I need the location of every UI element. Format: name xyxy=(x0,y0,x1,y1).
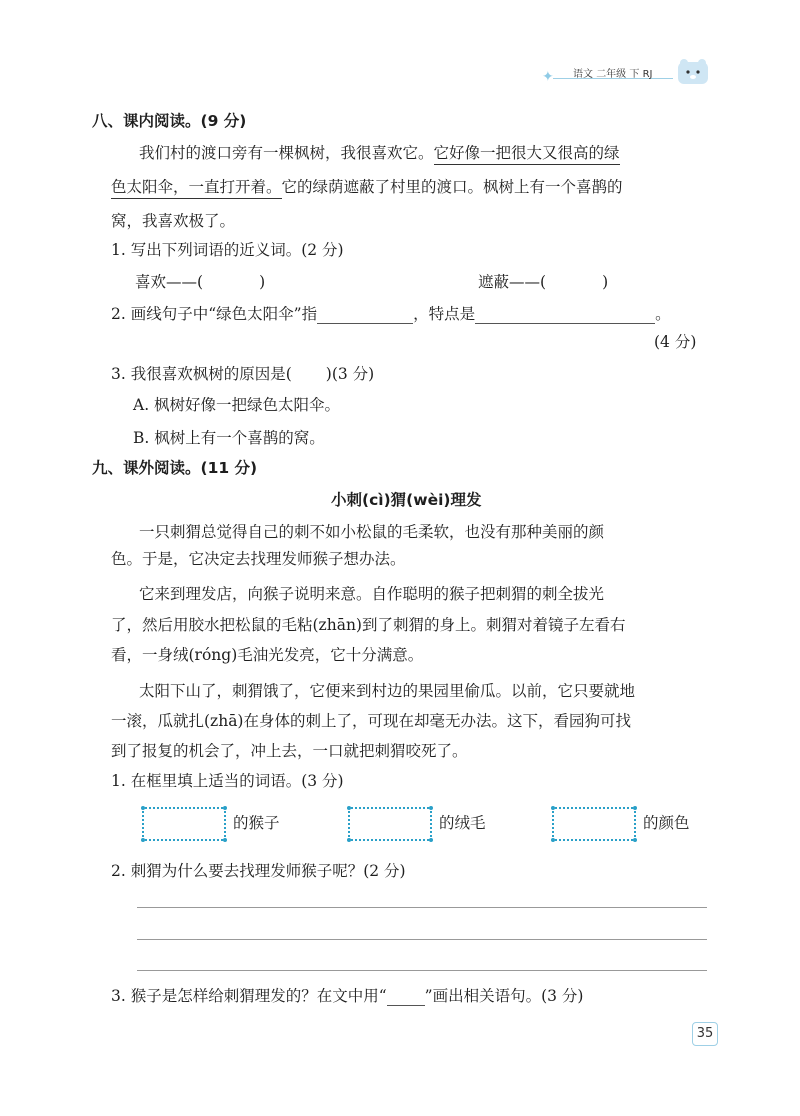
fill-box-3-label: 的颜色 xyxy=(643,814,690,832)
option-b[interactable]: B. 枫树上有一个喜鹊的窝。 xyxy=(133,429,325,447)
story-line-3: 它来到理发店，向猴子说明来意。自作聪明的猴子把刺猬的刺全拔光 xyxy=(139,585,605,603)
fill-box-2-label: 的绒毛 xyxy=(439,814,486,832)
fill-box-1[interactable] xyxy=(142,807,226,841)
answer-line-1[interactable] xyxy=(137,907,707,908)
header-label: 语文 二年级 下 RJ xyxy=(573,69,653,80)
story-line-5: 看，一身绒(róng)毛油光发亮，它十分满意。 xyxy=(111,646,424,664)
question-9-3: 3. 猴子是怎样给刺猬理发的？在文中用“ ”画出相关语句。(3 分) xyxy=(111,987,584,1005)
story-line-6: 太阳下山了，刺猬饿了，它便来到村边的果园里偷瓜。以前，它只要就地 xyxy=(139,682,636,700)
story-line-7: 一滚，瓜就扎(zhā)在身体的刺上了，可现在却毫无办法。这下，看园狗可找 xyxy=(111,712,631,730)
section-9-title: 九、课外阅读。(11 分) xyxy=(92,459,258,477)
story-line-8: 到了报复的机会了，冲上去，一口就把刺猬咬死了。 xyxy=(111,742,468,760)
fill-box-1-label: 的猴子 xyxy=(233,814,280,832)
story-title: 小刺(cì)猬(wèi)理发 xyxy=(331,491,482,509)
answer-line-2[interactable] xyxy=(137,939,707,940)
question-9-1: 1. 在框里填上适当的词语。(3 分) xyxy=(111,772,344,790)
fill-box-3[interactable] xyxy=(552,807,636,841)
fill-box-2[interactable] xyxy=(348,807,432,841)
story-line-1: 一只刺猬总觉得自己的刺不如小松鼠的毛柔软，也没有那种美丽的颜 xyxy=(139,523,605,541)
question-9-2: 2. 刺猬为什么要去找理发师猴子呢？(2 分) xyxy=(111,862,406,880)
passage-line-2: 色太阳伞，一直打开着。它的绿荫遮蔽了村里的渡口。枫树上有一个喜鹊的 xyxy=(111,177,623,197)
bear-mascot-icon xyxy=(676,58,710,86)
answer-line-3[interactable] xyxy=(137,970,707,971)
option-a[interactable]: A. 枫树好像一把绿色太阳伞。 xyxy=(133,396,341,414)
answer-blank[interactable] xyxy=(475,307,655,324)
star-icon: ✦ xyxy=(542,69,554,85)
page-number: 35 xyxy=(692,1022,718,1046)
question-8-3: 3. 我很喜欢枫树的原因是( )(3 分) xyxy=(111,365,375,383)
question-8-1: 1. 写出下列词语的近义词。(2 分) xyxy=(111,241,344,259)
question-8-2-score: (4 分) xyxy=(654,333,697,351)
synonym-1[interactable]: 喜欢——( ) xyxy=(135,273,266,291)
question-8-2: 2. 画线句子中“绿色太阳伞”指 ，特点是 。 xyxy=(111,305,671,323)
story-line-2: 色。于是，它决定去找理发师猴子想办法。 xyxy=(111,550,406,568)
synonym-2[interactable]: 遮蔽——( ) xyxy=(478,273,609,291)
passage-line-1: 我们村的渡口旁有一棵枫树，我很喜欢它。它好像一把很大又很高的绿 xyxy=(139,143,620,163)
story-line-4: 了，然后用胶水把松鼠的毛粘(zhān)到了刺猬的身上。刺猬对着镜子左看右 xyxy=(111,616,626,634)
answer-blank[interactable] xyxy=(317,307,413,324)
section-8-title: 八、课内阅读。(9 分) xyxy=(92,112,247,130)
passage-line-3: 窝，我喜欢极了。 xyxy=(111,212,236,230)
